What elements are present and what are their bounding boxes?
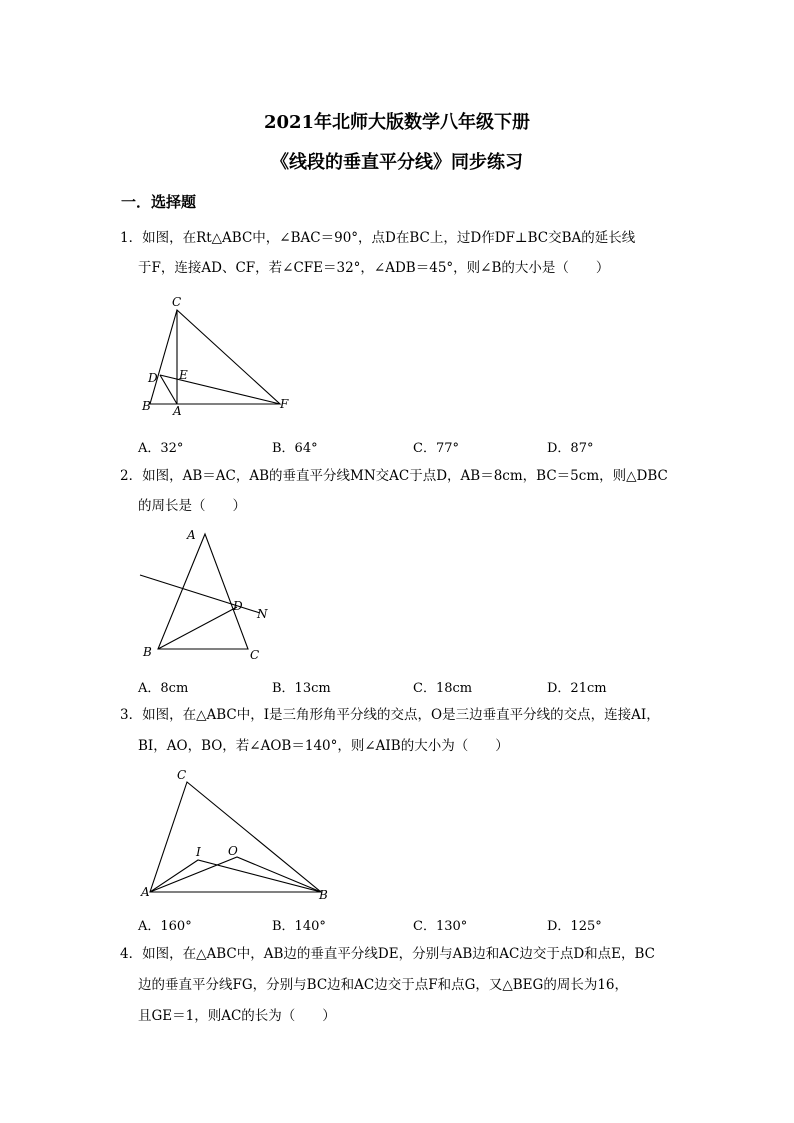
q1-option-c[interactable]: C．77° [413,441,459,456]
q3-option-b[interactable]: B．140° [272,919,326,934]
q2-triangle-abc [158,534,248,649]
q2-option-c[interactable]: C．18cm [413,681,473,696]
document-subtitle: 《线段的垂直平分线》同步练习 [271,152,523,173]
q1-segment-ad [160,375,177,404]
q1-label-e: E [179,368,188,382]
q3-label-i: I [196,845,201,859]
q1-text-line2: 于F，连接AD、CF，若∠CFE＝32°，∠ADB＝45°，则∠B的大小是（ ） [138,260,610,276]
q3-option-a[interactable]: A．160° [138,919,192,934]
q1-figure [130,290,310,420]
q3-text-line2: BI，AO，BO，若∠AOB＝140°，则∠AIB的大小为（ ） [138,738,509,754]
q1-segment-df [160,375,280,404]
q2-label-b: B [143,645,152,659]
q2-option-d[interactable]: D．21cm [547,681,607,696]
q2-label-a: A [187,528,196,542]
q1-label-d: D [148,371,158,385]
q1-option-a[interactable]: A．32° [138,441,184,456]
q1-label-a: A [173,404,182,418]
q4-text-line1: 4．如图，在△ABC中，AB边的垂直平分线DE，分别与AB边和AC边交于点D和点E，BC [120,946,655,962]
q1-triangle-bcf [150,310,280,404]
q2-text-line2: 的周长是（ ） [138,498,246,514]
q4-text-line2: 边的垂直平分线FG，分别与BC边和AC边交于点F和点G，又△BEG的周长为16， [138,977,629,993]
q1-option-b[interactable]: B．64° [272,441,318,456]
q3-label-o: O [228,844,238,858]
q3-label-b: B [319,888,328,902]
q1-label-c: C [172,295,182,309]
document-title: 2021年北师大版数学八年级下册 [263,112,531,133]
q2-segment-bd [158,607,237,649]
q3-segments-ai-bi [150,860,321,892]
q1-label-b: B [142,399,151,413]
q3-label-c: C [177,768,187,782]
q3-text-line1: 3．如图，在△ABC中，I是三角形角平分线的交点，O是三边垂直平分线的交点，连接AI， [120,707,660,723]
q2-text-line1: 2．如图，AB＝AC，AB的垂直平分线MN交AC于点D，AB＝8cm，BC＝5cm，则△DBC [120,468,668,484]
q2-figure [130,525,280,665]
q3-option-c[interactable]: C．130° [413,919,468,934]
q2-option-a[interactable]: A．8cm [138,681,189,696]
q1-label-f: F [280,397,289,411]
q3-option-d[interactable]: D．125° [547,919,602,934]
q1-option-d[interactable]: D．87° [547,441,594,456]
q2-label-d: D [233,599,243,613]
q2-label-c: C [250,648,260,662]
q1-text-line1: 1．如图，在Rt△ABC中，∠BAC＝90°，点D在BC上，过D作DF⊥BC交BA的延长线 [120,230,636,246]
q3-label-a: A [141,885,150,899]
q2-label-n: N [257,607,268,621]
q4-text-line3: 且GE＝1，则AC的长为（ ） [138,1008,336,1024]
q2-option-b[interactable]: B．13cm [272,681,331,696]
section-heading: 一．选择题 [121,193,197,211]
q3-figure [135,765,335,905]
